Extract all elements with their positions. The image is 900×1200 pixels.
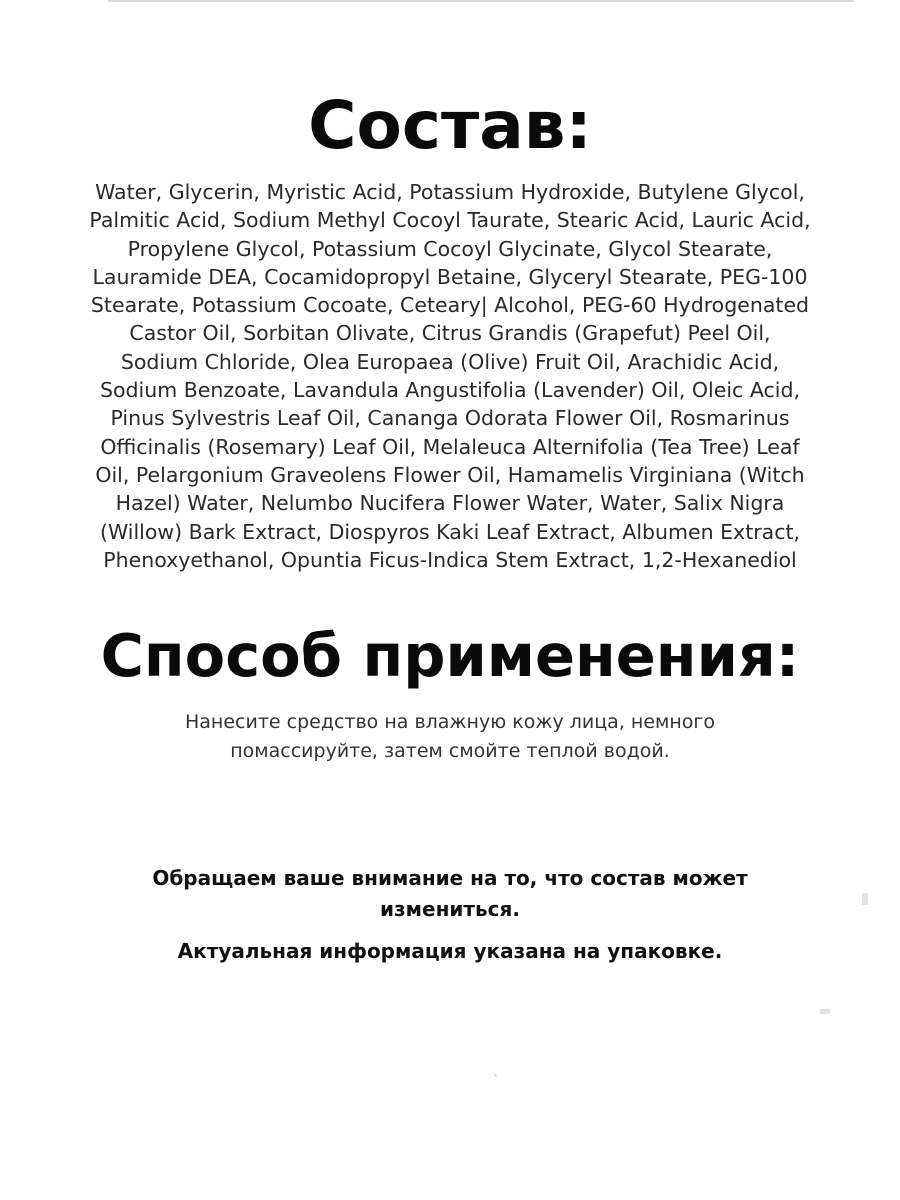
composition-heading: Состав: (308, 87, 592, 164)
top-divider (108, 0, 854, 2)
usage-instructions: Нанесите средство на влажную кожу лица, немного помассируйте, затем смойте теплой водой. (185, 711, 715, 762)
ingredients-list: Water, Glycerin, Myristic Acid, Potassium Hydroxide, Butylene Glycol, Palmitic Acid, Sodium Methyl Cocoyl Taurate, Stearic Acid, Lauric Acid, Propylene Glycol, Potassium Cocoyl Glycinate, Glycol Stearate, Lauramide DEA, Cocamidopropyl Betaine, Glyceryl Stearate, PEG-100 Stearate, Potassium Cocoate, Ceteary| Alcohol, PEG-60 Hydrogenated Castor Oil, Sorbitan Olivate, Citrus Grandis (Grapefut) Peel Oil, Sodium Chloride, Olea Europaea (Olive) Fruit Oil, Arachidic Acid, Sodium Benzoate, Lavandula Angustifolia (Lavender) Oil, Oleic Acid, Pinus Sylvestris Leaf Oil, Cananga Odorata Flower Oil, Rosmarinus Officinalis (Rosemary) Leaf Oil, Melaleuca Alternifolia (Tea Tree) Leaf Oil, Pelargonium Graveolens Flower Oil, Hamamelis Virginiana (Witch Hazel) Water, Nelumbo Nucifera Flower Water, Water, Salix Nigra (Willow) Bark Extract, Diospyros Kaki Leaf Extract, Albumen Extract, Phenoxyethanol, Opuntia Ficus-Indica Stem Extract, 1,2-Hexanediol (89, 180, 811, 572)
composition-change-notice: Обращаем ваше внимание на то, что состав может измениться. (152, 866, 748, 921)
scan-speck (820, 1009, 830, 1014)
usage-heading: Способ применения: (100, 621, 800, 690)
scan-speck (862, 893, 868, 905)
packaging-info-notice: Актуальная информация указана на упаковке. (177, 939, 723, 963)
scan-speck (494, 1074, 497, 1077)
